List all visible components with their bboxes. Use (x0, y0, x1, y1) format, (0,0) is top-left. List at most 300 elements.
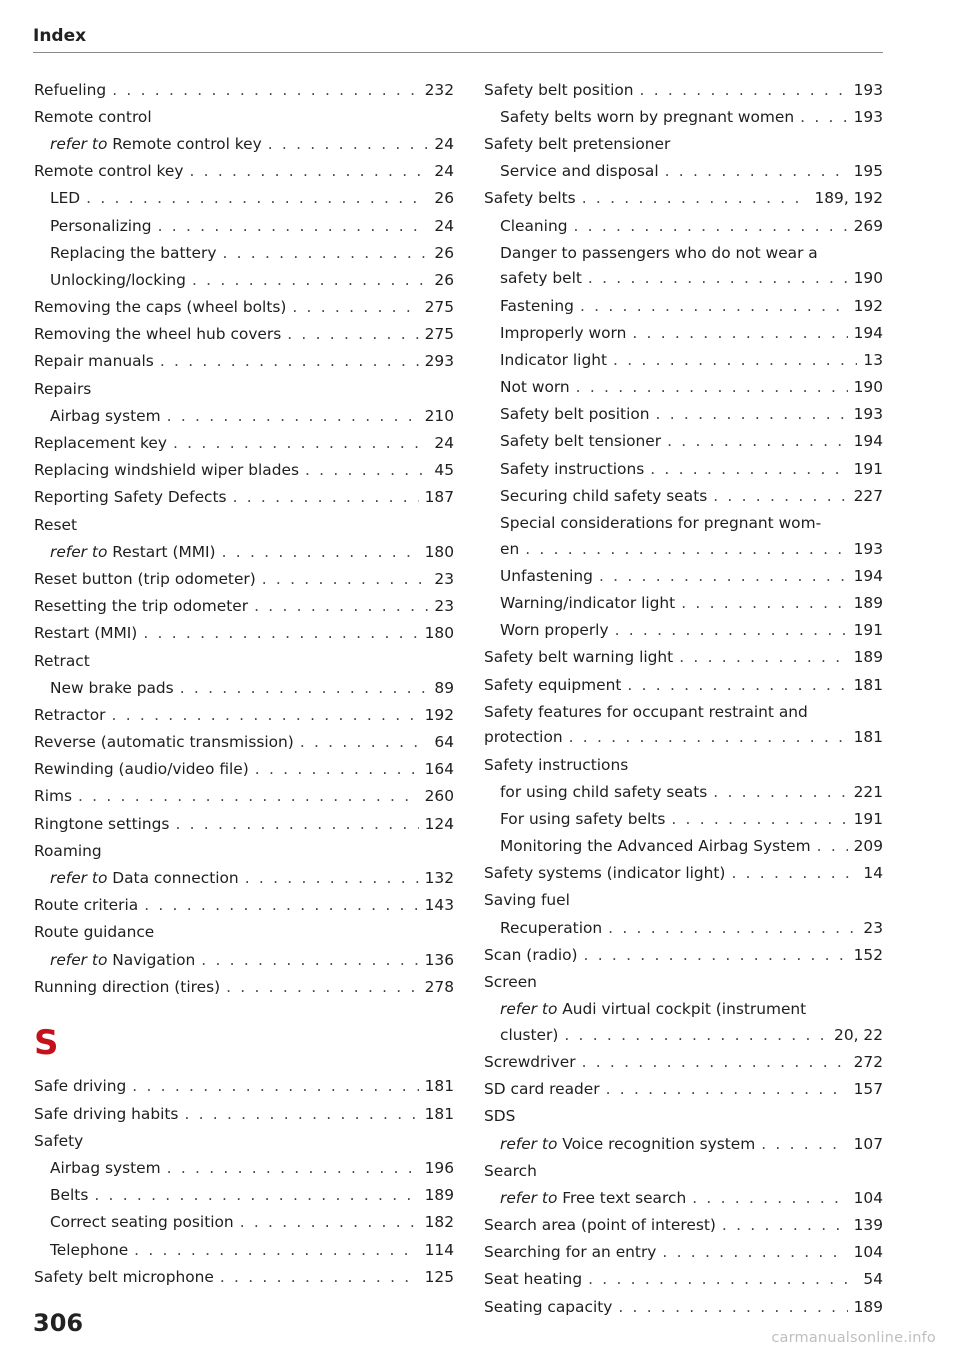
index-entry-text: Search area (point of interest) (484, 1216, 716, 1235)
index-entry (34, 676, 454, 702)
index-entry-text: Safety belt pretensioner (484, 134, 671, 153)
index-entry (34, 404, 454, 430)
index-entry-page: 26 (434, 243, 454, 262)
index-entry-term (34, 839, 102, 865)
index-entry-term (500, 457, 644, 483)
dot-leader (189, 159, 428, 185)
index-entry-page: 136 (424, 950, 454, 969)
index-entry-page: 191 (853, 809, 883, 828)
index-entry-term (50, 1238, 128, 1264)
index-entry-page: 187 (424, 488, 454, 507)
index-column-left (34, 76, 454, 1290)
index-entry (484, 753, 883, 779)
index-entry-term (34, 703, 106, 729)
index-entry-page: 181 (853, 675, 883, 694)
index-entry-term (500, 1186, 686, 1212)
index-entry (484, 591, 883, 617)
dot-leader (576, 375, 848, 401)
index-entry (484, 375, 883, 401)
dot-leader (713, 484, 847, 510)
index-entry-term (500, 807, 665, 833)
index-entry (34, 268, 454, 294)
index-entry-page: 194 (853, 323, 883, 342)
index-entry-text: LED (50, 189, 81, 208)
index-entry (484, 834, 883, 860)
dot-leader (632, 321, 847, 347)
dot-leader (722, 1213, 848, 1239)
index-entry (484, 402, 883, 428)
dot-leader (86, 186, 428, 212)
index-entry (34, 1156, 454, 1182)
index-entry (34, 649, 454, 675)
dot-leader (167, 1156, 419, 1182)
dot-leader (112, 703, 419, 729)
index-entry (484, 700, 883, 726)
index-entry-page: 221 (853, 782, 883, 801)
index-entry-text: Seating capacity (484, 1297, 613, 1316)
cross-reference-label: refer to (500, 1000, 558, 1019)
index-entry-term (484, 1159, 537, 1185)
index-entry (484, 321, 883, 347)
index-entry-page: 125 (424, 1267, 454, 1286)
index-entry-text: Replacing windshield wiper blades (34, 461, 299, 480)
dot-leader (650, 457, 847, 483)
index-entry-page: 152 (853, 945, 883, 964)
dot-leader (606, 1077, 848, 1103)
index-entry-page: 64 (434, 733, 454, 752)
index-entry-term (500, 997, 806, 1023)
index-entry-text: Remote control (34, 107, 152, 126)
index-entry-page: 180 (424, 542, 454, 561)
index-entry-page: 26 (434, 270, 454, 289)
dot-leader (160, 349, 419, 375)
index-entry (34, 295, 454, 321)
index-entry (34, 1238, 454, 1264)
index-entry-term (50, 1156, 161, 1182)
index-entry-page: 227 (853, 486, 883, 505)
dot-leader (78, 784, 419, 810)
dot-leader (731, 861, 857, 887)
dot-leader (667, 429, 848, 455)
header-divider (33, 52, 883, 53)
index-entry-text: New brake pads (50, 678, 174, 697)
index-entry-term (34, 377, 91, 403)
index-entry-page: 191 (853, 459, 883, 478)
index-entry-page: 24 (434, 162, 454, 181)
index-entry-term (34, 431, 167, 457)
index-entry (34, 485, 454, 511)
index-entry (34, 105, 454, 131)
cross-reference-label: refer to (50, 869, 108, 888)
index-entry-page: 54 (863, 1270, 883, 1289)
index-entry-term (500, 591, 675, 617)
index-entry-text: Safety belts worn by pregnant women (500, 107, 795, 126)
index-entry-term (484, 1213, 716, 1239)
dot-leader (615, 618, 848, 644)
index-entry-term (500, 484, 707, 510)
index-entry-text: Fastening (500, 296, 574, 315)
index-entry (34, 377, 454, 403)
page-header-title: Index (33, 26, 87, 46)
cross-reference-label: refer to (50, 950, 108, 969)
dot-leader (94, 1183, 418, 1209)
index-entry-page: 293 (424, 352, 454, 371)
index-entry-text: Airbag system (50, 1158, 161, 1177)
index-entry (484, 348, 883, 374)
index-entry-text: Indicator light (500, 350, 608, 369)
index-entry-text: Safety belt warning light (484, 648, 674, 667)
index-entry-page: 275 (424, 325, 454, 344)
index-entry-term (500, 266, 582, 292)
dot-leader (175, 812, 418, 838)
dot-leader (681, 591, 847, 617)
dot-leader (564, 1023, 828, 1049)
dot-leader (254, 594, 428, 620)
index-entry-page: 210 (424, 406, 454, 425)
index-entry-page: 190 (853, 378, 883, 397)
index-entry-term (34, 322, 281, 348)
dot-leader (588, 266, 848, 292)
index-entry-page: 181 (424, 1104, 454, 1123)
index-entry (484, 673, 883, 699)
index-entry-term (484, 78, 634, 104)
index-entry-text: Cleaning (500, 216, 568, 235)
index-entry (34, 322, 454, 348)
index-entry-text: Personalizing (50, 216, 152, 235)
dot-leader (713, 780, 847, 806)
index-entry (484, 132, 883, 158)
dot-leader (158, 214, 429, 240)
index-entry-text: Refueling (34, 80, 107, 99)
dot-leader (588, 1267, 857, 1293)
index-entry-text: Repairs (34, 379, 92, 398)
index-entry-text: Restart (MMI) (107, 542, 216, 561)
index-entry (34, 975, 454, 1001)
index-entry (34, 1102, 454, 1128)
index-entry-text: Removing the wheel hub covers (34, 325, 282, 344)
index-entry-term (34, 349, 154, 375)
index-entry (484, 537, 883, 563)
dot-leader (640, 78, 848, 104)
index-entry-page: 192 (853, 296, 883, 315)
index-entry-term (484, 1267, 582, 1293)
index-entry-page: 26 (434, 189, 454, 208)
index-entry (34, 703, 454, 729)
dot-leader (800, 105, 847, 131)
index-entry (34, 1210, 454, 1236)
index-entry-page: 194 (853, 432, 883, 451)
index-entry-term (34, 649, 90, 675)
index-entry-term (34, 159, 183, 185)
index-entry-page: 139 (853, 1216, 883, 1235)
index-entry (484, 214, 883, 240)
index-entry-page: 193 (853, 80, 883, 99)
index-block-r (34, 78, 454, 1001)
index-entry-term (500, 294, 574, 320)
index-entry-text: Safety systems (indicator light) (484, 864, 726, 883)
index-entry-text: Search (484, 1161, 537, 1180)
index-entry-text: Navigation (107, 950, 196, 969)
index-entry (484, 1050, 883, 1076)
index-entry-page: 193 (853, 539, 883, 558)
index-entry-page: 164 (424, 760, 454, 779)
index-entry-term (484, 970, 537, 996)
index-entry (34, 730, 454, 756)
index-entry (484, 970, 883, 996)
index-entry-term (500, 1132, 755, 1158)
dot-leader (132, 1074, 418, 1100)
index-entry (484, 1104, 883, 1130)
index-entry-text: Reset (34, 515, 77, 534)
index-entry-text: Safety (34, 1131, 84, 1150)
index-entry-term (500, 105, 794, 131)
index-entry-text: Not worn (500, 378, 570, 397)
index-entry-term (500, 375, 570, 401)
dot-leader (292, 295, 418, 321)
index-entry-page: 272 (853, 1052, 883, 1071)
index-entry-page: 20, 22 (834, 1025, 883, 1044)
index-entry-text: Rewinding (audio/video file) (34, 760, 249, 779)
dot-leader (525, 537, 847, 563)
index-entry-text: Remote control key (107, 134, 262, 153)
index-entry-term (484, 645, 673, 671)
index-entry (484, 997, 883, 1023)
index-entry-page: 196 (424, 1158, 454, 1177)
index-entry-text: safety belt (500, 269, 582, 288)
dot-leader (761, 1132, 847, 1158)
cross-reference-label: refer to (500, 1188, 558, 1207)
index-entry (34, 78, 454, 104)
index-entry (34, 540, 454, 566)
index-entry (34, 513, 454, 539)
page-number: 306 (33, 1309, 84, 1337)
index-entry-term (50, 1183, 88, 1209)
index-entry-term (500, 618, 609, 644)
index-entry-page: 23 (434, 597, 454, 616)
index-entry-term (500, 564, 593, 590)
dot-leader (656, 402, 848, 428)
index-entry-term (484, 1077, 600, 1103)
dot-leader (662, 1240, 847, 1266)
index-entry (34, 1265, 454, 1291)
index-entry-term (34, 594, 248, 620)
index-entry-term (34, 757, 249, 783)
dot-leader (569, 725, 848, 751)
index-entry-text: Unfastening (500, 566, 593, 585)
index-entry-term (484, 1104, 515, 1130)
index-entry-text: SD card reader (484, 1080, 600, 1099)
index-entry-page: 191 (853, 621, 883, 640)
index-entry-text: Voice recognition system (557, 1134, 756, 1153)
index-entry-text: Safety instructions (500, 459, 645, 478)
index-entry (484, 1023, 883, 1049)
dot-leader (192, 268, 428, 294)
index-entry-page: 45 (434, 461, 454, 480)
dot-leader (112, 78, 418, 104)
dot-leader (173, 431, 428, 457)
index-entry (484, 618, 883, 644)
index-entry-page: 194 (853, 566, 883, 585)
index-entry-page: 195 (853, 162, 883, 181)
index-entry (484, 266, 883, 292)
index-entry-page: 181 (853, 728, 883, 747)
index-entry (34, 349, 454, 375)
index-entry-term (500, 159, 659, 185)
dot-leader (222, 540, 419, 566)
index-entry (34, 431, 454, 457)
index-entry-text: Safety belt tensioner (500, 432, 662, 451)
index-entry-page: 181 (424, 1077, 454, 1096)
index-entry (484, 1295, 883, 1321)
index-entry-page: 232 (424, 80, 454, 99)
index-entry (34, 186, 454, 212)
index-entry (484, 1240, 883, 1266)
index-entry-text: Belts (50, 1186, 89, 1205)
index-entry-term (34, 621, 137, 647)
index-entry-text: Route guidance (34, 923, 155, 942)
index-entry-page: 189 (424, 1186, 454, 1205)
index-entry-term (500, 429, 661, 455)
index-entry-page: 114 (424, 1240, 454, 1259)
index-entry-term (34, 893, 138, 919)
index-entry-page: 278 (424, 977, 454, 996)
index-entry-text: Safe driving habits (34, 1104, 179, 1123)
index-entry-text: Safety belt microphone (34, 1267, 214, 1286)
index-entry-text: Searching for an entry (484, 1243, 657, 1262)
index-entry-term (484, 725, 563, 751)
dot-leader (220, 1265, 419, 1291)
dot-leader (180, 676, 429, 702)
index-entry-text: Retract (34, 651, 90, 670)
index-entry-page: 193 (853, 405, 883, 424)
index-entry (484, 1186, 883, 1212)
index-entry (484, 888, 883, 914)
dot-leader (679, 645, 847, 671)
index-entry-term (50, 132, 262, 158)
index-entry (34, 567, 454, 593)
index-entry (34, 812, 454, 838)
dot-leader (184, 1102, 418, 1128)
dot-leader (627, 673, 847, 699)
index-entry-text: Route criteria (34, 896, 139, 915)
index-entry-page: 260 (424, 787, 454, 806)
index-entry-page: 132 (424, 869, 454, 888)
index-entry-page: 23 (863, 918, 883, 937)
index-entry-page: 89 (434, 678, 454, 697)
index-entry (484, 780, 883, 806)
dot-leader (226, 975, 419, 1001)
index-block-s (34, 1074, 454, 1290)
index-entry-text: protection (484, 728, 563, 747)
index-entry (484, 943, 883, 969)
index-entry-term (34, 784, 72, 810)
index-entry (484, 78, 883, 104)
index-entry-text: Seat heating (484, 1270, 583, 1289)
index-entry-term (34, 1265, 214, 1291)
index-entry-page: 157 (853, 1080, 883, 1099)
dot-leader (817, 834, 848, 860)
index-entry-text: Telephone (50, 1240, 129, 1259)
index-entry-text: Reverse (automatic transmission) (34, 733, 294, 752)
index-entry-text: Restart (MMI) (34, 624, 138, 643)
index-entry-page: 124 (424, 814, 454, 833)
dot-leader (255, 757, 419, 783)
index-entry (484, 807, 883, 833)
index-entry (34, 594, 454, 620)
index-entry-term (500, 780, 707, 806)
index-entry-term (50, 241, 216, 267)
dot-leader (305, 458, 428, 484)
index-entry-term (484, 1050, 576, 1076)
index-entry-term (484, 888, 570, 914)
index-entry-term (484, 861, 725, 887)
index-entry-term (484, 673, 621, 699)
index-entry-term (34, 1129, 83, 1155)
index-entry-text: Remote control key (34, 162, 184, 181)
index-entry (34, 948, 454, 974)
index-entry-term (484, 186, 576, 212)
index-entry-term (484, 943, 578, 969)
index-entry-term (500, 402, 650, 428)
index-entry (34, 757, 454, 783)
index-entry (34, 920, 454, 946)
index-entry-text: Scan (radio) (484, 945, 578, 964)
index-entry-text: Repair manuals (34, 352, 154, 371)
index-entry (484, 159, 883, 185)
index-block-s-continued (484, 78, 883, 1321)
index-entry-text: Removing the caps (wheel bolts) (34, 298, 287, 317)
dot-leader (240, 1210, 419, 1236)
index-entry-term (34, 513, 77, 539)
index-entry-text: Correct seating position (50, 1213, 234, 1232)
dot-leader (268, 132, 429, 158)
index-entry-term (34, 730, 294, 756)
dot-leader (580, 294, 848, 320)
index-entry-page: 14 (863, 864, 883, 883)
index-entry (484, 1077, 883, 1103)
index-entry-text: Monitoring the Advanced Airbag System (500, 837, 811, 856)
index-entry-page: 189 (853, 648, 883, 667)
index-entry-term (34, 1102, 178, 1128)
dot-leader (665, 159, 848, 185)
index-entry-text: Data connection (107, 869, 239, 888)
index-entry-text: Securing child safety seats (500, 486, 708, 505)
dot-leader (144, 893, 418, 919)
index-entry (484, 1267, 883, 1293)
index-entry-text: Safety belt position (484, 80, 634, 99)
index-entry-term (500, 321, 626, 347)
dot-leader (582, 186, 809, 212)
index-entry-text: Reset button (trip odometer) (34, 569, 256, 588)
index-entry-term (500, 348, 607, 374)
index-entry-term (34, 78, 106, 104)
index-entry-term (50, 540, 216, 566)
index-entry-term (34, 295, 286, 321)
index-entry-text: for using child safety seats (500, 782, 708, 801)
index-entry (484, 429, 883, 455)
index-entry-term (34, 975, 220, 1001)
index-entry (34, 621, 454, 647)
index-entry-text: Screen (484, 973, 537, 991)
index-entry-text: For using safety belts (500, 809, 666, 828)
index-entry-page: 23 (434, 569, 454, 588)
index-entry-term (50, 186, 80, 212)
dot-leader (692, 1186, 847, 1212)
index-entry (484, 294, 883, 320)
index-entry-term (500, 537, 519, 563)
index-entry (484, 564, 883, 590)
dot-leader (134, 1238, 418, 1264)
